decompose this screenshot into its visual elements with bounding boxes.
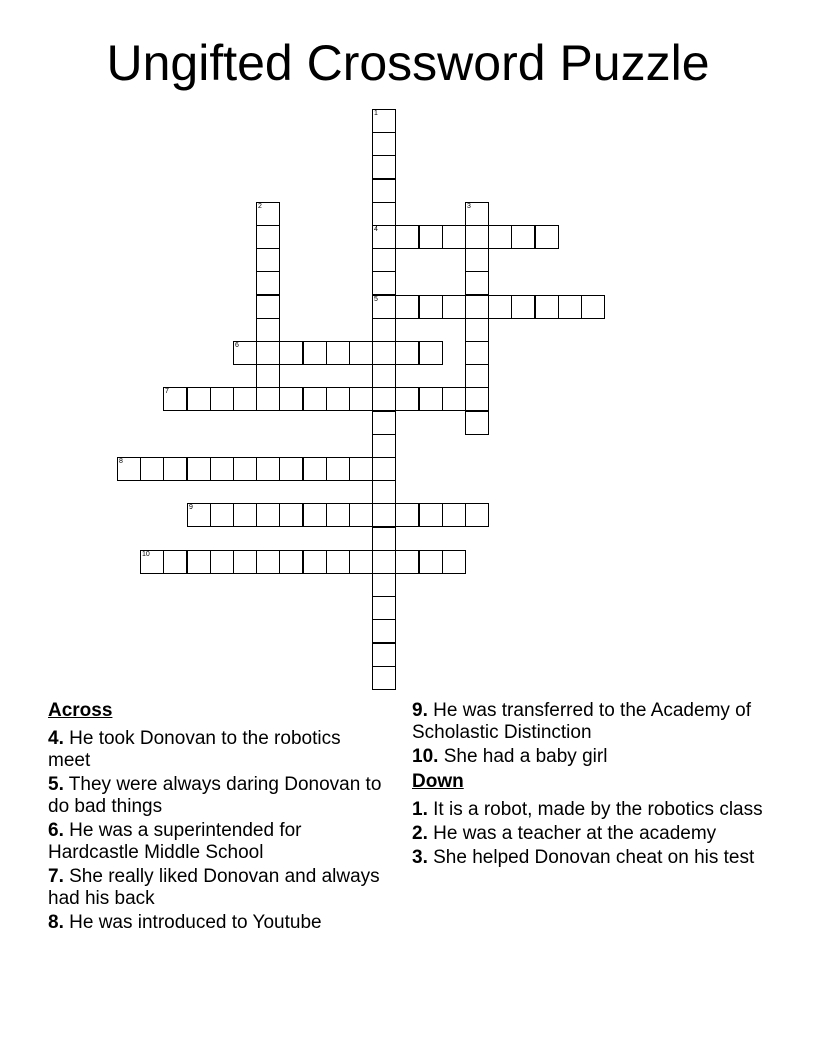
grid-cell[interactable] xyxy=(465,387,489,411)
grid-cell[interactable] xyxy=(419,295,443,319)
down-clue-1 xyxy=(412,799,772,821)
clue-text: He was transferred to the Academy of Scholastic Distinction xyxy=(412,700,752,743)
grid-cell[interactable] xyxy=(372,480,396,504)
grid-cell[interactable] xyxy=(442,550,466,574)
grid-cell[interactable] xyxy=(256,318,280,342)
grid-cell[interactable] xyxy=(465,411,489,435)
grid-cell[interactable] xyxy=(303,341,327,365)
clue-number: 9. xyxy=(412,700,428,721)
clue-number: 7. xyxy=(48,866,64,887)
grid-cell[interactable] xyxy=(465,341,489,365)
grid-cell[interactable] xyxy=(419,503,443,527)
cell-number: 9 xyxy=(189,504,193,511)
clue-number: 2. xyxy=(412,823,428,844)
grid-cell[interactable] xyxy=(372,248,396,272)
grid-cell[interactable] xyxy=(465,271,489,295)
grid-cell[interactable] xyxy=(349,457,373,481)
across-clue-10 xyxy=(412,746,772,768)
cell-number: 3 xyxy=(467,203,471,210)
across-heading: Across xyxy=(48,700,113,721)
cell-number: 2 xyxy=(258,203,262,210)
grid-cell[interactable] xyxy=(233,387,257,411)
grid-cell[interactable] xyxy=(372,643,396,667)
grid-cell[interactable] xyxy=(372,341,396,365)
grid-cell[interactable] xyxy=(256,550,280,574)
grid-cell[interactable] xyxy=(395,225,419,249)
grid-cell[interactable] xyxy=(442,225,466,249)
clue-text: They were always daring Donovan to do bad things xyxy=(48,774,382,817)
grid-cell[interactable] xyxy=(303,503,327,527)
grid-cell[interactable] xyxy=(256,457,280,481)
grid-cell[interactable] xyxy=(372,318,396,342)
grid-cell[interactable] xyxy=(256,295,280,319)
grid-cell[interactable] xyxy=(326,341,350,365)
grid-cell[interactable] xyxy=(465,503,489,527)
grid-cell[interactable] xyxy=(256,503,280,527)
grid-cell[interactable] xyxy=(395,387,419,411)
grid-cell[interactable] xyxy=(210,387,234,411)
grid-cell[interactable] xyxy=(511,295,535,319)
grid-cell[interactable] xyxy=(558,295,582,319)
grid-cell[interactable] xyxy=(372,457,396,481)
grid-cell[interactable] xyxy=(581,295,605,319)
grid-cell[interactable] xyxy=(326,457,350,481)
grid-cell[interactable] xyxy=(210,457,234,481)
grid-cell[interactable] xyxy=(256,225,280,249)
grid-cell[interactable] xyxy=(256,248,280,272)
across-clue-6 xyxy=(48,820,388,864)
grid-cell[interactable] xyxy=(372,527,396,551)
clue-number: 5. xyxy=(48,774,64,795)
down-clue-3 xyxy=(412,847,772,869)
grid-cell[interactable] xyxy=(419,341,443,365)
grid-cell[interactable] xyxy=(210,503,234,527)
clue-text: He was a superintended for Hardcastle Middle School xyxy=(48,820,302,863)
clue-number: 1. xyxy=(412,799,428,820)
grid-cell[interactable] xyxy=(372,132,396,156)
clue-text: He took Donovan to the robotics meet xyxy=(48,728,341,771)
grid-cell[interactable] xyxy=(535,225,559,249)
grid-cell[interactable] xyxy=(279,457,303,481)
clue-text: He was a teacher at the academy xyxy=(427,823,717,844)
grid-cell[interactable] xyxy=(395,341,419,365)
clue-text: She helped Donovan cheat on his test xyxy=(427,847,755,868)
grid-cell[interactable] xyxy=(117,457,141,481)
clues-right-column xyxy=(412,700,772,871)
cell-number: 1 xyxy=(374,110,378,117)
grid-cell[interactable] xyxy=(372,411,396,435)
clues-left-column xyxy=(48,700,388,936)
cell-number: 6 xyxy=(235,342,239,349)
grid-cell[interactable] xyxy=(187,503,211,527)
grid-cell[interactable] xyxy=(326,387,350,411)
clue-text: She had a baby girl xyxy=(438,746,608,767)
grid-cell[interactable] xyxy=(279,341,303,365)
grid-cell[interactable] xyxy=(372,225,396,249)
cell-number: 5 xyxy=(374,296,378,303)
grid-cell[interactable] xyxy=(488,225,512,249)
across-clue-5 xyxy=(48,774,388,818)
cell-number: 10 xyxy=(142,551,150,558)
grid-cell[interactable] xyxy=(210,550,234,574)
clue-text: It is a robot, made by the robotics class xyxy=(427,799,763,820)
grid-cell[interactable] xyxy=(535,295,559,319)
clue-text: He was introduced to Youtube xyxy=(63,912,322,933)
grid-cell[interactable] xyxy=(395,503,419,527)
grid-cell[interactable] xyxy=(256,341,280,365)
clue-number: 8. xyxy=(48,912,64,933)
grid-cell[interactable] xyxy=(349,341,373,365)
grid-cell[interactable] xyxy=(372,596,396,620)
grid-cell[interactable] xyxy=(372,202,396,226)
grid-cell[interactable] xyxy=(187,457,211,481)
grid-cell[interactable] xyxy=(372,109,396,133)
clue-number: 4. xyxy=(48,728,64,749)
grid-cell[interactable] xyxy=(187,387,211,411)
grid-cell[interactable] xyxy=(511,225,535,249)
grid-cell[interactable] xyxy=(326,503,350,527)
grid-cell[interactable] xyxy=(372,503,396,527)
grid-cell[interactable] xyxy=(279,387,303,411)
grid-cell[interactable] xyxy=(442,503,466,527)
grid-cell[interactable] xyxy=(465,295,489,319)
grid-cell[interactable] xyxy=(233,457,257,481)
grid-cell[interactable] xyxy=(279,503,303,527)
clue-number: 3. xyxy=(412,847,428,868)
grid-cell[interactable] xyxy=(256,364,280,388)
grid-cell[interactable] xyxy=(279,550,303,574)
grid-cell[interactable] xyxy=(465,225,489,249)
grid-cell[interactable] xyxy=(303,550,327,574)
grid-cell[interactable] xyxy=(326,550,350,574)
across-clue-4 xyxy=(48,728,388,772)
grid-cell[interactable] xyxy=(372,364,396,388)
down-clue-2 xyxy=(412,823,772,845)
grid-cell[interactable] xyxy=(256,271,280,295)
puzzle-title: Ungifted Crossword Puzzle xyxy=(106,35,710,91)
cell-number: 8 xyxy=(119,458,123,465)
grid-cell[interactable] xyxy=(187,550,211,574)
grid-cell[interactable] xyxy=(465,248,489,272)
grid-cell[interactable] xyxy=(442,295,466,319)
grid-cell[interactable] xyxy=(419,387,443,411)
grid-cell[interactable] xyxy=(163,457,187,481)
grid-cell[interactable] xyxy=(372,295,396,319)
down-heading: Down xyxy=(412,771,464,792)
grid-cell[interactable] xyxy=(442,387,466,411)
grid-cell[interactable] xyxy=(465,364,489,388)
cell-number: 4 xyxy=(374,226,378,233)
grid-cell[interactable] xyxy=(349,550,373,574)
grid-cell[interactable] xyxy=(140,550,164,574)
grid-cell[interactable] xyxy=(395,295,419,319)
grid-cell[interactable] xyxy=(256,202,280,226)
grid-cell[interactable] xyxy=(303,387,327,411)
across-clue-8 xyxy=(48,912,388,934)
grid-cell[interactable] xyxy=(349,503,373,527)
grid-cell[interactable] xyxy=(372,155,396,179)
clue-number: 6. xyxy=(48,820,64,841)
grid-cell[interactable] xyxy=(372,387,396,411)
grid-cell[interactable] xyxy=(163,387,187,411)
grid-cell[interactable] xyxy=(488,295,512,319)
grid-cell[interactable] xyxy=(372,666,396,690)
grid-cell[interactable] xyxy=(395,550,419,574)
grid-cell[interactable] xyxy=(233,341,257,365)
clue-text: She really liked Donovan and always had his back xyxy=(48,866,380,909)
grid-cell[interactable] xyxy=(419,550,443,574)
grid-cell[interactable] xyxy=(303,457,327,481)
grid-cell[interactable] xyxy=(140,457,164,481)
grid-cell[interactable] xyxy=(465,318,489,342)
clue-number: 10. xyxy=(412,746,439,767)
grid-cell[interactable] xyxy=(163,550,187,574)
across-clue-7 xyxy=(48,866,388,910)
grid-cell[interactable] xyxy=(256,387,280,411)
grid-cell[interactable] xyxy=(372,271,396,295)
grid-cell[interactable] xyxy=(349,387,373,411)
grid-cell[interactable] xyxy=(465,202,489,226)
grid-cell[interactable] xyxy=(372,434,396,458)
grid-cell[interactable] xyxy=(419,225,443,249)
grid-cell[interactable] xyxy=(372,573,396,597)
across-clue-9 xyxy=(412,700,772,744)
grid-cell[interactable] xyxy=(372,179,396,203)
grid-cell[interactable] xyxy=(372,550,396,574)
grid-cell[interactable] xyxy=(233,550,257,574)
grid-cell[interactable] xyxy=(233,503,257,527)
cell-number: 7 xyxy=(165,388,169,395)
grid-cell[interactable] xyxy=(372,619,396,643)
